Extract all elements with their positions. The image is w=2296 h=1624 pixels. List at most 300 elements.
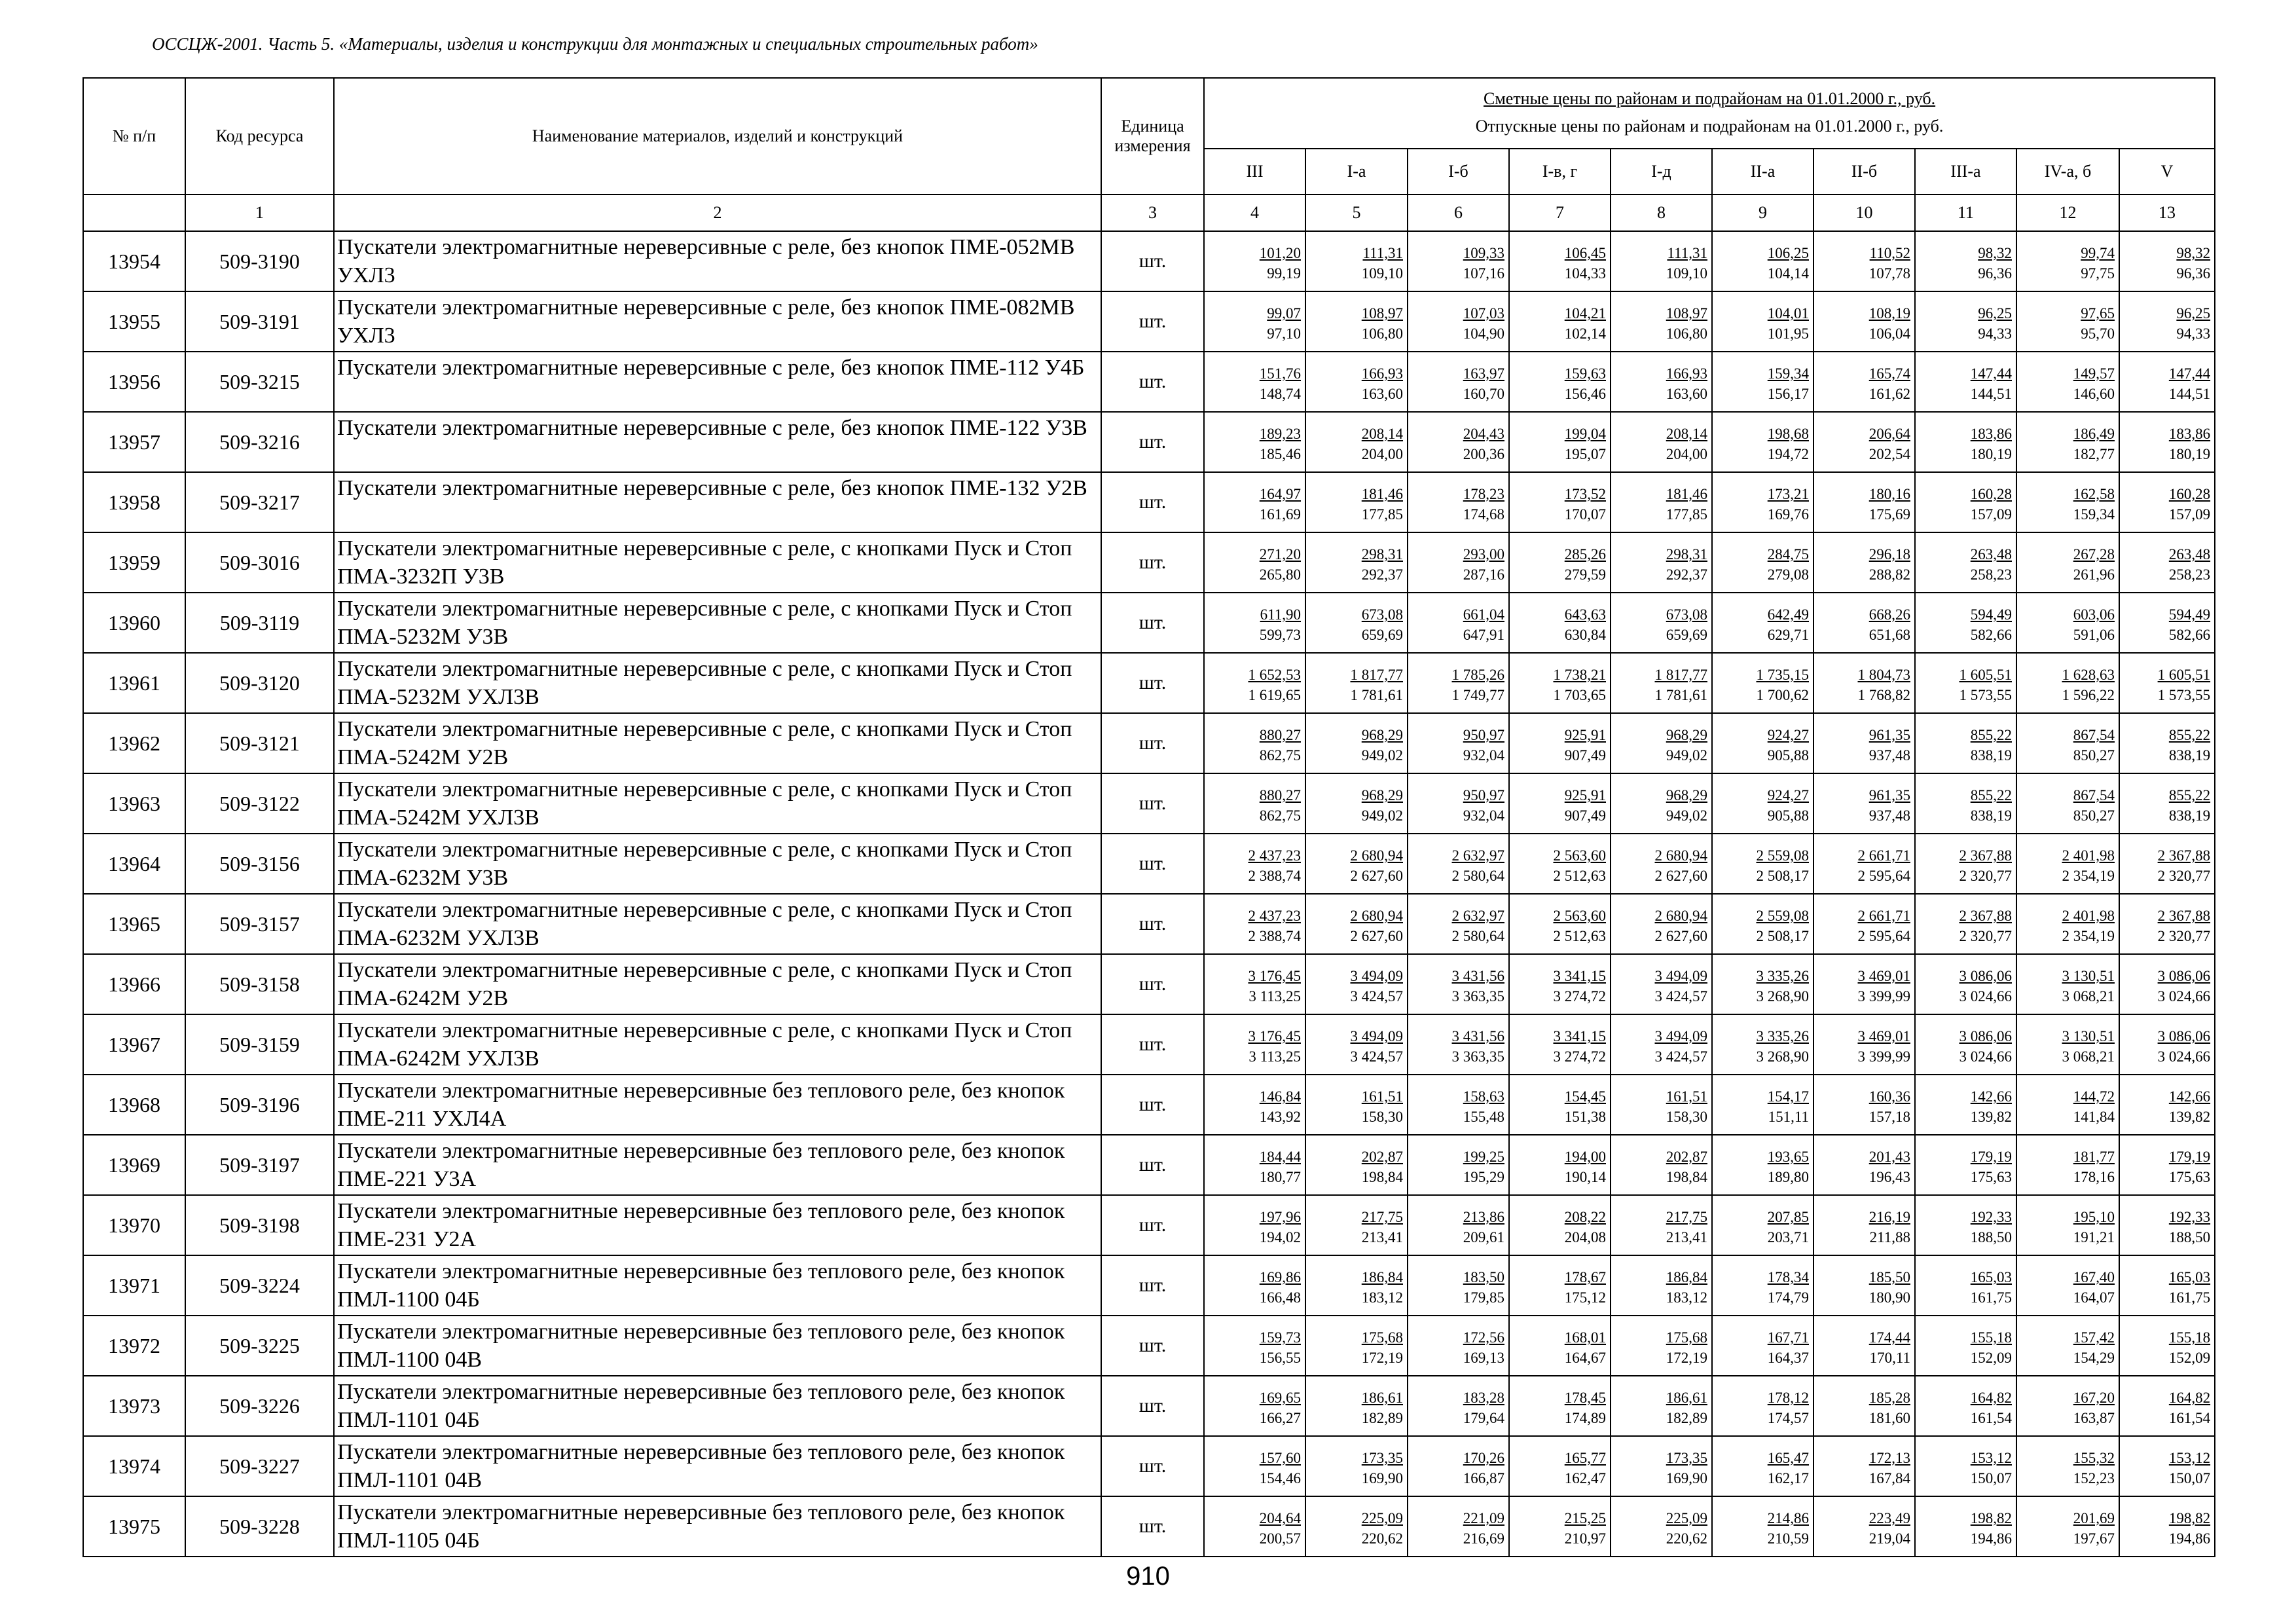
price-cell [1305,1255,1408,1316]
price-cell [1204,1496,1305,1557]
price-cell [1813,1075,1915,1135]
price-cell [2016,472,2119,532]
smetnaya-price: 198,82 [1970,1510,2012,1526]
table-row [83,291,2215,352]
smetnaya-price: 173,52 [1564,486,1606,502]
otpusknaya-price: 202,54 [1868,446,1910,462]
price-table [82,77,2215,1557]
otpusknaya-price: 194,86 [1970,1530,2012,1547]
price-cell [1813,1436,1915,1496]
unit: шт. [1101,1135,1204,1195]
smetnaya-price: 164,82 [1970,1390,2012,1406]
smetnaya-price: 611,90 [1260,606,1301,623]
price-cell [2016,653,2119,713]
table-row [83,1195,2215,1255]
otpusknaya-price: 949,02 [1361,807,1403,824]
otpusknaya-price: 838,19 [1970,807,2012,824]
otpusknaya-price: 157,09 [1970,506,2012,523]
price-cell [1408,713,1509,773]
price-cell [1712,532,1813,593]
smetnaya-price: 293,00 [1463,546,1504,563]
smetnaya-price: 1 738,21 [1553,667,1606,683]
price-cell [2119,532,2215,593]
smetnaya-price: 175,68 [1666,1329,1707,1346]
smetnaya-price: 186,84 [1361,1269,1403,1285]
otpusknaya-price: 3 024,66 [2157,1048,2211,1065]
unit: шт. [1101,472,1204,532]
smetnaya-price: 263,48 [1970,546,2012,563]
price-cell [2119,1075,2215,1135]
smetnaya-price: 160,28 [1970,486,2012,502]
smetnaya-price: 2 559,08 [1756,908,1809,924]
otpusknaya-price: 169,76 [1767,506,1809,523]
unit: шт. [1101,1075,1204,1135]
smetnaya-price: 204,43 [1463,426,1504,442]
smetnaya-price: 271,20 [1259,546,1301,563]
price-cell [1915,1014,2016,1075]
smetnaya-price: 3 130,51 [2062,968,2115,984]
price-cell [2119,653,2215,713]
smetnaya-price: 968,29 [1361,727,1403,743]
price-cell [1712,1376,1813,1436]
price-cell [2016,593,2119,653]
price-cell [2119,1436,2215,1496]
otpusknaya-price: 154,29 [2073,1350,2115,1366]
price-cell [1305,1014,1408,1075]
resource-code: 509-3016 [185,532,334,593]
price-cell [1204,532,1305,593]
smetnaya-price: 199,04 [1564,426,1606,442]
price-cell [1611,1496,1712,1557]
otpusknaya-price: 174,68 [1463,506,1504,523]
price-cell [1813,1255,1915,1316]
smetnaya-price: 167,40 [2073,1269,2115,1285]
price-cell [2016,1496,2119,1557]
column-number: 10 [1813,194,1915,231]
otpusknaya-price: 104,33 [1564,265,1606,282]
price-cell [1305,1075,1408,1135]
price-cell [1408,532,1509,593]
smetnaya-price: 107,03 [1463,305,1504,322]
price-cell [2119,713,2215,773]
table-row [83,1014,2215,1075]
smetnaya-price: 3 431,56 [1451,1028,1504,1044]
smetnaya-price: 3 341,15 [1553,1028,1606,1044]
smetnaya-price: 183,86 [2168,426,2211,442]
smetnaya-price: 215,25 [1564,1510,1606,1526]
price-cell [1813,1316,1915,1376]
otpusknaya-price: 178,16 [2073,1169,2115,1185]
smetnaya-price: 950,97 [1463,727,1504,743]
smetnaya-price: 181,46 [1666,486,1707,502]
smetnaya-price: 594,49 [2168,606,2211,623]
smetnaya-price: 111,31 [1667,245,1707,261]
smetnaya-price: 183,50 [1463,1269,1504,1285]
otpusknaya-price: 143,92 [1259,1109,1301,1125]
otpusknaya-price: 219,04 [1868,1530,1910,1547]
price-cell [2119,1014,2215,1075]
price-cell [1915,1195,2016,1255]
smetnaya-price: 163,97 [1463,365,1504,382]
otpusknaya-price: 196,43 [1868,1169,1910,1185]
item-name: Пускатели электромагнитные нереверсивные с реле, с кнопками Пуск и Стоп ПМА-5232М УХЛ3В [334,653,1101,713]
otpusknaya-price: 161,54 [2168,1410,2211,1426]
row-number: 13954 [83,231,185,291]
smetnaya-price: 178,34 [1767,1269,1809,1285]
item-name: Пускатели электромагнитные нереверсивные с реле, без кнопок ПМЕ-132 У2В [334,472,1101,532]
otpusknaya-price: 96,36 [2176,265,2211,282]
smetnaya-price: 2 437,23 [1248,908,1301,924]
price-cell [1813,412,1915,472]
smetnaya-price: 3 086,06 [2157,968,2211,984]
unit: шт. [1101,713,1204,773]
price-cell [1611,1135,1712,1195]
price-cell [1305,894,1408,954]
unit: шт. [1101,593,1204,653]
smetnaya-price: 157,42 [2073,1329,2115,1346]
price-cell [2016,1195,2119,1255]
price-cell [1813,291,1915,352]
otpusknaya-price: 174,57 [1767,1410,1809,1426]
otpusknaya-price: 158,30 [1361,1109,1403,1125]
otpusknaya-price: 3 274,72 [1553,1048,1606,1065]
price-cell [1611,1255,1712,1316]
smetnaya-price: 925,91 [1564,787,1606,803]
smetnaya-price: 225,09 [1361,1510,1403,1526]
header-unit-line1: Единица [1121,117,1184,136]
smetnaya-price: 2 401,98 [2062,908,2115,924]
smetnaya-price: 2 680,94 [1654,908,1707,924]
price-cell [2119,352,2215,412]
otpusknaya-price: 151,11 [1768,1109,1809,1125]
price-cell [1611,291,1712,352]
otpusknaya-price: 160,70 [1463,386,1504,402]
smetnaya-price: 221,09 [1463,1510,1504,1526]
price-cell [1712,1135,1813,1195]
otpusknaya-price: 194,02 [1259,1229,1301,1246]
smetnaya-price: 109,33 [1463,245,1504,261]
unit: шт. [1101,291,1204,352]
otpusknaya-price: 265,80 [1259,566,1301,583]
otpusknaya-price: 2 320,77 [1959,928,2012,944]
otpusknaya-price: 170,07 [1564,506,1606,523]
price-cell [2119,412,2215,472]
smetnaya-price: 204,64 [1259,1510,1301,1526]
otpusknaya-price: 172,19 [1666,1350,1707,1366]
otpusknaya-price: 2 508,17 [1756,868,1809,884]
price-cell [1509,834,1611,894]
smetnaya-price: 155,18 [2168,1329,2211,1346]
price-cell [1712,593,1813,653]
price-cell [1305,954,1408,1014]
smetnaya-price: 160,36 [1868,1088,1910,1105]
price-cell [1611,412,1712,472]
otpusknaya-price: 3 399,99 [1857,1048,1910,1065]
table-row [83,231,2215,291]
smetnaya-price: 2 559,08 [1756,847,1809,864]
price-cell [2016,894,2119,954]
otpusknaya-price: 172,19 [1361,1350,1403,1366]
otpusknaya-price: 175,63 [2168,1169,2211,1185]
price-cell [2119,894,2215,954]
item-name: Пускатели электромагнитные нереверсивные с реле, без кнопок ПМЕ-082МВ УХЛ3 [334,291,1101,352]
otpusknaya-price: 2 580,64 [1451,928,1504,944]
row-number: 13960 [83,593,185,653]
price-cell [1712,472,1813,532]
price-cell [1408,593,1509,653]
smetnaya-price: 97,65 [2081,305,2115,322]
smetnaya-price: 199,25 [1463,1149,1504,1165]
price-cell [1712,291,1813,352]
smetnaya-price: 208,14 [1666,426,1707,442]
otpusknaya-price: 838,19 [1970,747,2012,764]
column-number: 7 [1509,194,1611,231]
otpusknaya-price: 937,48 [1868,747,1910,764]
smetnaya-price: 165,03 [1970,1269,2012,1285]
price-cell [1611,231,1712,291]
smetnaya-price: 2 367,88 [1959,847,2012,864]
otpusknaya-price: 211,88 [1869,1229,1910,1246]
price-cell [1305,1436,1408,1496]
price-cell [1712,1014,1813,1075]
smetnaya-price: 159,73 [1259,1329,1301,1346]
price-cell [1509,894,1611,954]
otpusknaya-price: 907,49 [1564,747,1606,764]
otpusknaya-price: 156,46 [1564,386,1606,402]
otpusknaya-price: 104,90 [1463,325,1504,342]
otpusknaya-price: 177,85 [1666,506,1707,523]
otpusknaya-price: 163,60 [1666,386,1707,402]
price-cell [1813,352,1915,412]
otpusknaya-price: 170,11 [1869,1350,1910,1366]
price-cell [1915,1255,2016,1316]
otpusknaya-price: 102,14 [1564,325,1606,342]
price-cell [1915,593,2016,653]
price-cell [2016,1316,2119,1376]
otpusknaya-price: 258,23 [2168,566,2211,583]
otpusknaya-price: 3 363,35 [1451,988,1504,1005]
otpusknaya-price: 3 068,21 [2062,1048,2115,1065]
otpusknaya-price: 163,60 [1361,386,1403,402]
price-cell [1813,1195,1915,1255]
otpusknaya-price: 169,13 [1463,1350,1504,1366]
price-cell [1408,231,1509,291]
smetnaya-price: 165,47 [1767,1450,1809,1466]
unit: шт. [1101,894,1204,954]
smetnaya-price: 99,07 [1267,305,1301,322]
price-cell [1509,472,1611,532]
resource-code: 509-3196 [185,1075,334,1135]
otpusknaya-price: 2 580,64 [1451,868,1504,884]
price-cell [2016,231,2119,291]
smetnaya-price: 172,13 [1868,1450,1910,1466]
column-number: 9 [1712,194,1813,231]
item-name: Пускатели электромагнитные нереверсивные без теплового реле, без кнопок ПМЕ-211 УХЛ4А [334,1075,1101,1135]
column-number: 3 [1101,194,1204,231]
price-cell [1509,1316,1611,1376]
smetnaya-price: 1 817,77 [1350,667,1403,683]
price-cell [1915,653,2016,713]
price-cell [2016,954,2119,1014]
smetnaya-price: 285,26 [1564,546,1606,563]
smetnaya-price: 159,34 [1767,365,1809,382]
otpusknaya-price: 182,89 [1666,1410,1707,1426]
otpusknaya-price: 1 573,55 [2157,687,2211,703]
price-cell [1915,532,2016,593]
price-cell [1915,773,2016,834]
price-cell [2119,834,2215,894]
price-cell [1712,653,1813,713]
resource-code: 509-3157 [185,894,334,954]
price-cell [1915,1316,2016,1376]
otpusknaya-price: 210,59 [1767,1530,1809,1547]
price-cell [1915,834,2016,894]
smetnaya-price: 161,51 [1666,1088,1707,1105]
row-number: 13955 [83,291,185,352]
table-row [83,352,2215,412]
otpusknaya-price: 210,97 [1564,1530,1606,1547]
otpusknaya-price: 907,49 [1564,807,1606,824]
resource-code: 509-3158 [185,954,334,1014]
otpusknaya-price: 166,27 [1259,1410,1301,1426]
price-cell [2016,1255,2119,1316]
price-cell [1408,773,1509,834]
smetnaya-price: 643,63 [1564,606,1606,623]
table-row [83,653,2215,713]
price-cell [2119,472,2215,532]
resource-code: 509-3225 [185,1316,334,1376]
smetnaya-price: 1 804,73 [1857,667,1910,683]
item-name: Пускатели электромагнитные нереверсивные с реле, с кнопками Пуск и Стоп ПМА-6232М У3В [334,834,1101,894]
price-cell [2016,1135,2119,1195]
otpusknaya-price: 189,80 [1767,1169,1809,1185]
row-number: 13969 [83,1135,185,1195]
smetnaya-price: 158,63 [1463,1088,1504,1105]
price-cell [1915,472,2016,532]
price-cell [1509,773,1611,834]
price-cell [1611,1195,1712,1255]
otpusknaya-price: 101,95 [1767,325,1809,342]
price-cell [1509,1436,1611,1496]
otpusknaya-price: 109,10 [1666,265,1707,282]
otpusknaya-price: 949,02 [1666,807,1707,824]
table-row [83,773,2215,834]
smetnaya-price: 167,20 [2073,1390,2115,1406]
price-cell [1305,653,1408,713]
price-cell [1204,894,1305,954]
smetnaya-price: 3 086,06 [1959,1028,2012,1044]
price-cell [1305,1376,1408,1436]
price-cell [1305,1195,1408,1255]
smetnaya-price: 968,29 [1666,727,1707,743]
price-cell [1204,1255,1305,1316]
smetnaya-price: 661,04 [1463,606,1504,623]
smetnaya-price: 855,22 [2168,727,2211,743]
otpusknaya-price: 279,59 [1564,566,1606,583]
smetnaya-price: 183,28 [1463,1390,1504,1406]
price-cell [1509,1376,1611,1436]
price-cell [1204,231,1305,291]
price-cell [1305,231,1408,291]
price-cell [1712,1195,1813,1255]
smetnaya-price: 184,44 [1259,1149,1301,1165]
row-number: 13963 [83,773,185,834]
otpusknaya-price: 181,60 [1868,1410,1910,1426]
unit: шт. [1101,653,1204,713]
price-cell [1712,1436,1813,1496]
header-region: IV-а, б [2016,149,2119,194]
price-cell [1611,1075,1712,1135]
otpusknaya-price: 1 619,65 [1248,687,1301,703]
row-number: 13958 [83,472,185,532]
otpusknaya-price: 150,07 [1970,1470,2012,1486]
otpusknaya-price: 198,84 [1361,1169,1403,1185]
price-cell [1813,653,1915,713]
price-cell [1915,1075,2016,1135]
price-cell [1813,834,1915,894]
otpusknaya-price: 591,06 [2073,627,2115,643]
price-cell [1204,1195,1305,1255]
smetnaya-price: 166,93 [1666,365,1707,382]
smetnaya-price: 106,25 [1767,245,1809,261]
price-cell [1204,352,1305,412]
smetnaya-price: 855,22 [1970,727,2012,743]
price-cell [1611,352,1712,412]
otpusknaya-price: 937,48 [1868,807,1910,824]
otpusknaya-price: 139,82 [2168,1109,2211,1125]
smetnaya-price: 186,84 [1666,1269,1707,1285]
smetnaya-price: 202,87 [1666,1149,1707,1165]
smetnaya-price: 925,91 [1564,727,1606,743]
otpusknaya-price: 258,23 [1970,566,2012,583]
smetnaya-price: 3 494,09 [1350,1028,1403,1044]
price-cell [1305,472,1408,532]
price-cell [1813,472,1915,532]
otpusknaya-price: 2 512,63 [1553,928,1606,944]
price-cell [2016,1436,2119,1496]
header-region: II-б [1813,149,1915,194]
price-cell [1813,532,1915,593]
colnum-empty [83,194,185,231]
resource-code: 509-3228 [185,1496,334,1557]
price-cell [1813,231,1915,291]
otpusknaya-price: 292,37 [1666,566,1707,583]
price-cell [1305,773,1408,834]
smetnaya-price: 178,67 [1564,1269,1606,1285]
price-cell [1915,231,2016,291]
smetnaya-price: 2 680,94 [1350,908,1403,924]
otpusknaya-price: 905,88 [1767,747,1809,764]
smetnaya-price: 284,75 [1767,546,1809,563]
otpusknaya-price: 97,10 [1267,325,1301,342]
resource-code: 509-3226 [185,1376,334,1436]
resource-code: 509-3215 [185,352,334,412]
smetnaya-price: 96,25 [1978,305,2012,322]
price-cell [1204,1316,1305,1376]
resource-code: 509-3197 [185,1135,334,1195]
smetnaya-price: 208,14 [1361,426,1403,442]
otpusknaya-price: 162,17 [1767,1470,1809,1486]
smetnaya-price: 3 176,45 [1248,1028,1301,1044]
resource-code: 509-3217 [185,472,334,532]
smetnaya-price: 2 437,23 [1248,847,1301,864]
otpusknaya-price: 180,90 [1868,1289,1910,1306]
smetnaya-price: 149,57 [2073,365,2115,382]
price-cell [1915,412,2016,472]
price-cell [1204,1135,1305,1195]
item-name: Пускатели электромагнитные нереверсивные с реле, без кнопок ПМЕ-112 У4Б [334,352,1101,412]
price-cell [1204,291,1305,352]
